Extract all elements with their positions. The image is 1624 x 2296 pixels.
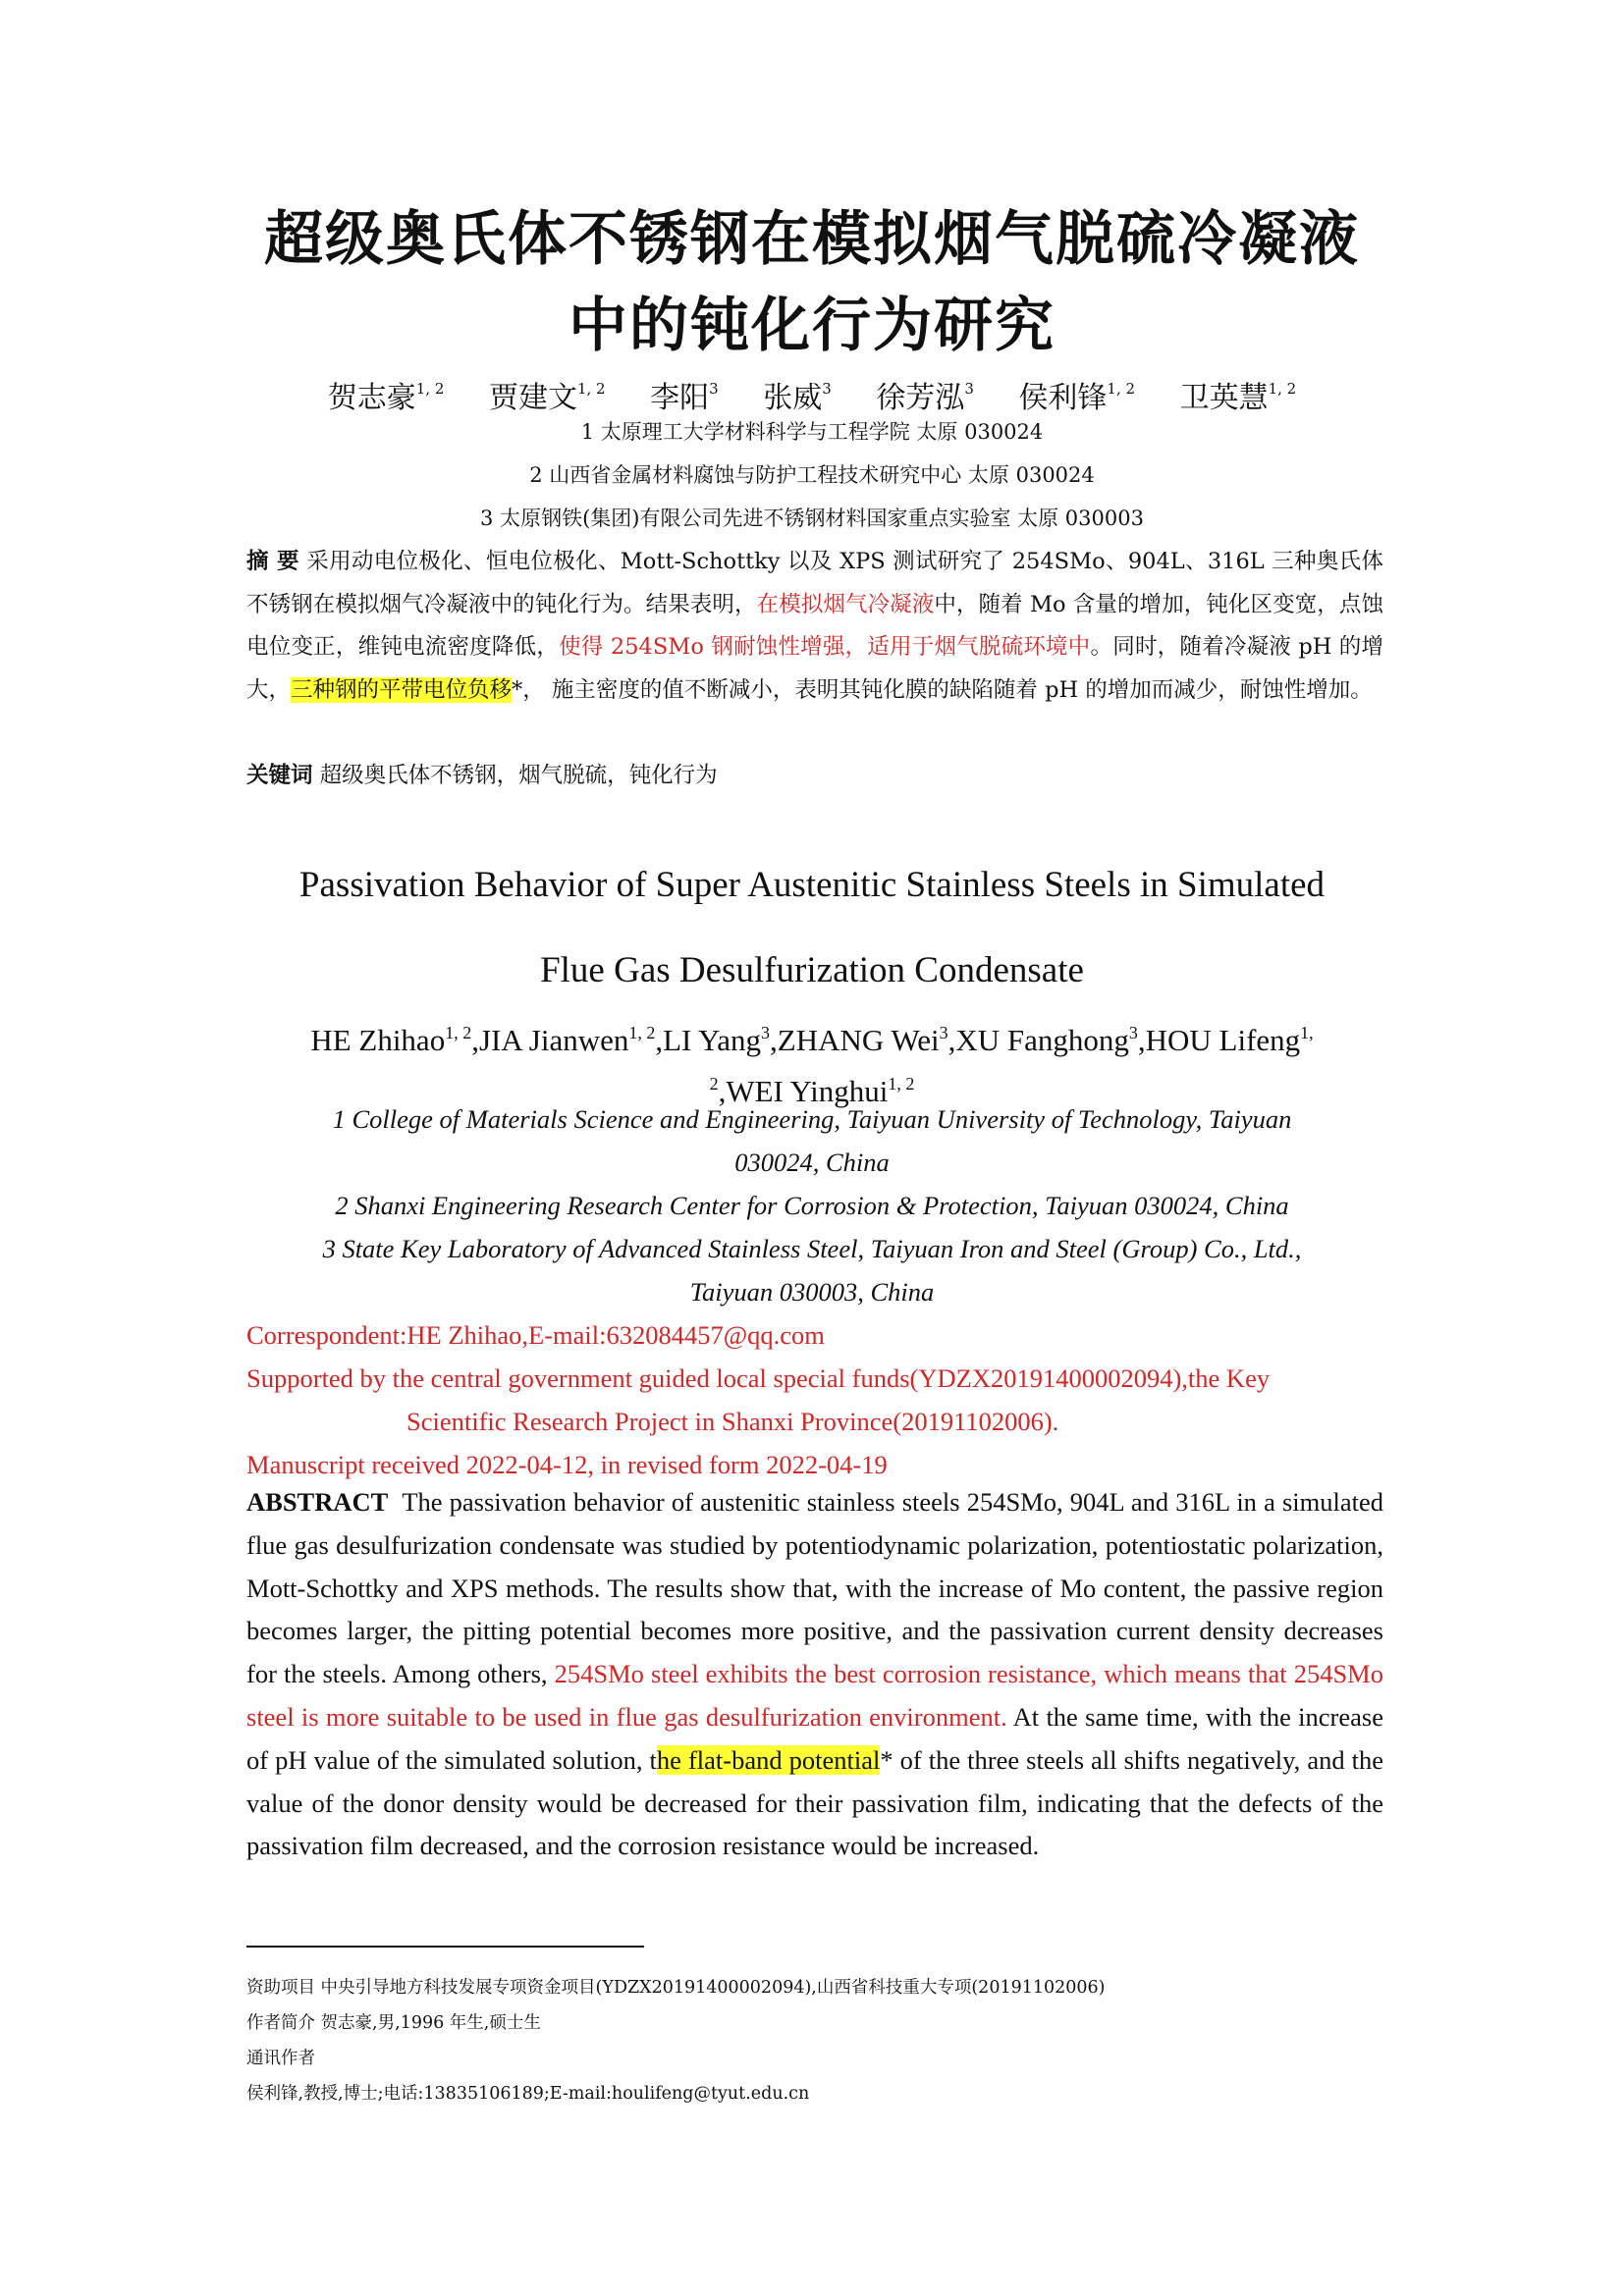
- author-en: ZHANG Wei$^3$,: [777, 1023, 956, 1057]
- affiliation-en-3: 3 State Key Laboratory of Advanced Stainless Steel, Taiyuan Iron and Steel (Group) Co., Ltd., Taiyuan 030003, China: [322, 1234, 1302, 1307]
- title-en-line1: Passivation Behavior of Super Austenitic Stainless Steels in Simulated: [298, 865, 1326, 905]
- affiliation-cn-1: 1 太原理工大学材料科学与工程学院 太原 030024: [580, 420, 1044, 444]
- author-en: XU Fanghong$^3$,: [955, 1023, 1146, 1057]
- abstract-en-text: At the same time, with the increase of pH value of the simulated solution, t: [246, 1701, 1383, 1775]
- supported-line-2: Scientific Research Project in Shanxi Province(20191102006).: [406, 1407, 1059, 1436]
- abstract-cn-highlight: 三种钢的平带电位负移: [291, 676, 513, 703]
- title-cn: [245, 196, 1379, 369]
- title-cn-line1: 超级奥氏体不锈钢在模拟烟气脱硫冷凝液: [264, 205, 1360, 274]
- abstract-en-text: The passivation behavior of austenitic stainless steels 254SMo, 904L and 316L in a simulated flue gas desulfurization condensate was studied by potentiodynamic polarization, potentiostatic polarization, Mott-Schottky and XPS methods. The results show that, with the increase of Mo content, the passive region becomes larger, the pitting potential becomes more positive, and the passivation current density decreases for the steels. Among others,: [246, 1487, 1383, 1689]
- correspondent-line: Correspondent:HE Zhihao,E-mail:632084457@qq.com: [246, 1320, 825, 1350]
- author-cn: 张威$^3$: [763, 380, 832, 415]
- abstract-cn-text: 。同时，随着冷凝液 pH 的增大，: [246, 634, 1383, 703]
- abstract-en-label: ABSTRACT: [246, 1487, 389, 1517]
- abstract-en-red: 254SMo steel exhibits the best corrosion resistance, which means that 254SMo steel is more suitable to be used in flue gas desulfurization environment.: [246, 1659, 1383, 1732]
- author-en: WEI Yinghui$^{1, 2}$: [726, 1074, 915, 1108]
- footnote-funding: 资助项目 中央引导地方科技发展专项资金项目(YDZX20191400002094),山西省科技重大专项(20191102006): [246, 1978, 1106, 1998]
- abstract-cn-text: *， 施主密度的值不断减小，表明其钝化膜的缺陷随着 pH 的增加而减少，耐蚀性增加。: [512, 676, 1373, 703]
- footnote-author-intro: 作者简介 贺志豪,男,1996 年生,硕士生: [246, 2013, 541, 2033]
- title-en: [245, 842, 1379, 1013]
- affiliation-en-2: 2 Shanxi Engineering Research Center for Corrosion & Protection, Taiyuan 030024, China: [335, 1191, 1289, 1220]
- keywords-cn-label: 关键词: [246, 763, 313, 788]
- author-cn: 侯利锋$^{1, 2}$: [1018, 380, 1136, 415]
- abstract-cn-text: 中，随着 Mo 含量的增加，钝化区变宽，点蚀电位变正，维钝电流密度降低，: [246, 591, 1383, 661]
- abstract-cn-label: 摘 要: [246, 549, 299, 574]
- title-cn-line2: 中的钝化行为研究: [568, 292, 1056, 360]
- affiliation-cn-2: 2 山西省金属材料腐蚀与防护工程技术研究中心 太原 030024: [529, 463, 1095, 487]
- author-en: HOU Lifeng$^{1, 2}$,: [709, 1023, 1314, 1108]
- author-cn: 李阳$^3$: [650, 380, 719, 415]
- footnote-corresponding-label: 通讯作者: [246, 2049, 315, 2068]
- keywords-cn-text: 超级奥氏体不锈钢，烟气脱硫，钝化行为: [319, 763, 718, 788]
- abstract-cn: [246, 541, 1383, 712]
- title-en-line2: Flue Gas Desulfurization Condensate: [540, 950, 1084, 990]
- author-cn: 卫英慧$^{1, 2}$: [1179, 380, 1297, 415]
- affiliation-en-1: 1 College of Materials Science and Engineering, Taiyuan University of Technology, Taiyuan 030024, China: [332, 1104, 1292, 1177]
- abstract-cn-red-1: 在模拟烟气冷凝液: [756, 591, 935, 617]
- author-cn: 贾建文$^{1, 2}$: [488, 380, 606, 415]
- footnote-rule: [246, 1946, 644, 1948]
- abstract-en-highlight: he flat-band potential: [656, 1744, 881, 1775]
- manuscript-line: Manuscript received 2022-04-12, in revised form 2022-04-19: [246, 1450, 888, 1479]
- author-en: LI Yang$^3$,: [663, 1023, 778, 1057]
- author-en: HE Zhihao$^{1, 2}$,: [310, 1023, 479, 1057]
- author-cn: 徐芳泓$^3$: [876, 380, 974, 415]
- abstract-cn-text: 采用动电位极化、恒电位极化、Mott-Schottky 以及 XPS 测试研究了 254SMo、904L、316L 三种奥氏体不锈钢在模拟烟气冷凝液中的钝化行为。结果表明，: [246, 549, 1383, 617]
- supported-line-1: Supported by the central government guided local special funds(YDZX20191400002094),the Key: [246, 1363, 1271, 1393]
- author-cn: 贺志豪$^{1, 2}$: [327, 380, 445, 415]
- affiliation-cn-3: 3 太原钢铁(集团)有限公司先进不锈钢材料国家重点实验室 太原 030003: [480, 507, 1144, 530]
- footnote-corresponding: 侯利锋,教授,博士;电话:13835106189;E-mail:houlifeng@tyut.edu.cn: [246, 2084, 810, 2104]
- abstract-en: [246, 1481, 1383, 1868]
- author-en: JIA Jianwen$^{1, 2}$,: [478, 1023, 664, 1057]
- abstract-en-text: * of the three steels all shifts negatively, and the value of the donor density would be decreased for their passivation film, indicating that the defects of the passivation film decreased, and the corrosion resistance would be increased.: [246, 1744, 1383, 1861]
- keywords-cn: [246, 755, 1383, 798]
- abstract-cn-red-2: 使得 254SMo 钢耐蚀性增强，适用于烟气脱硫环境中: [559, 634, 1091, 661]
